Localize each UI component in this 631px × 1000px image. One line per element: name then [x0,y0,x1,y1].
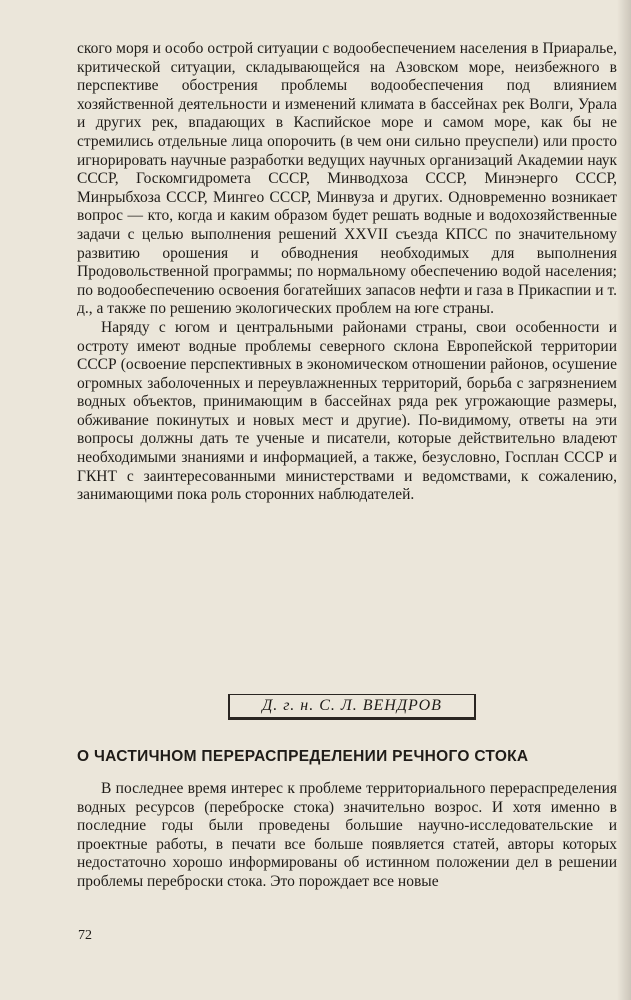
article-paragraph-1: В последнее время интерес к проблеме территориального перераспределения водных ресурсов (переброске стока) значительно возрос. И хотя именно в последние годы были проведены большие научно-исследовательские и проектные работы, в печати все больше появляется статей, авторы которых недостаточно хорошо информированы об истинном положении дел в решении проблемы переброски стока. Это порождает все новые [77,780,617,890]
author-byline: Д. г. н. С. Л. ВЕНДРОВ [228,694,476,720]
article-text [77,780,617,892]
paragraph-north-slope: Наряду с югом и центральными районами страны, свои особенности и остроту имеют водные проблемы северного склона Европейской территории СССР (освоение перспективных в экономическом отношении районов, осушение огромных заболоченных и переувлажненных территорий, борьба с загрязнением водных объектов, принимающим в бассейнах ряда рек угрожающие размеры, обживание покинутых и новых мест и другие). По-видимому, ответы на эти вопросы должны дать те ученые и писатели, которые действительно владеют необходимыми знаниями и информацией, а также, безусловно, Госплан СССР и ГКНТ с заинтересованными министерствами и ведомствами, к сожалению, занимающими пока роль сторонних наблюдателей. [77,318,617,504]
page-gutter-shadow [617,0,631,1000]
body-text [77,40,617,505]
page-number: 72 [78,928,92,943]
paragraph-continuation: ского моря и особо острой ситуации с водообеспечением населения в Приаралье, критической ситуации, складывающейся на Азовском море, неизбежного в перспективе обострения проблемы водообеспечения под влиянием хозяйственной деятельности и изменений климата в бассейнах рек Волги, Урала и других рек, впадающих в Каспийское море и самом море, как бы не стремились отдельные лица опорочить (в чем они сильно преуспели) или просто игнорировать научные разработки ведущих научных организаций Академии наук СССР, Госкомгидромета СССР, Минводхоза СССР, Минэнерго СССР, Минрыбхоза СССР, Мингео СССР, Минвуза и других. Одновременно возникает вопрос — кто, когда и каким образом будет решать водные и водохозяйственные задачи с целью выполнения решений XXVII съезда КПСС по значительному развитию орошения и обводнения необходимых для выполнения Продовольственной программы; по нормальному обеспечению водой населения; по водообеспечению освоения богатейших запасов нефти и газа в Прикаспии и т. д., а также по решению экологических проблем на юге страны. [77,40,617,318]
article-heading: О ЧАСТИЧНОМ ПЕРЕРАСПРЕДЕЛЕНИИ РЕЧНОГО СТОКА [77,748,529,765]
